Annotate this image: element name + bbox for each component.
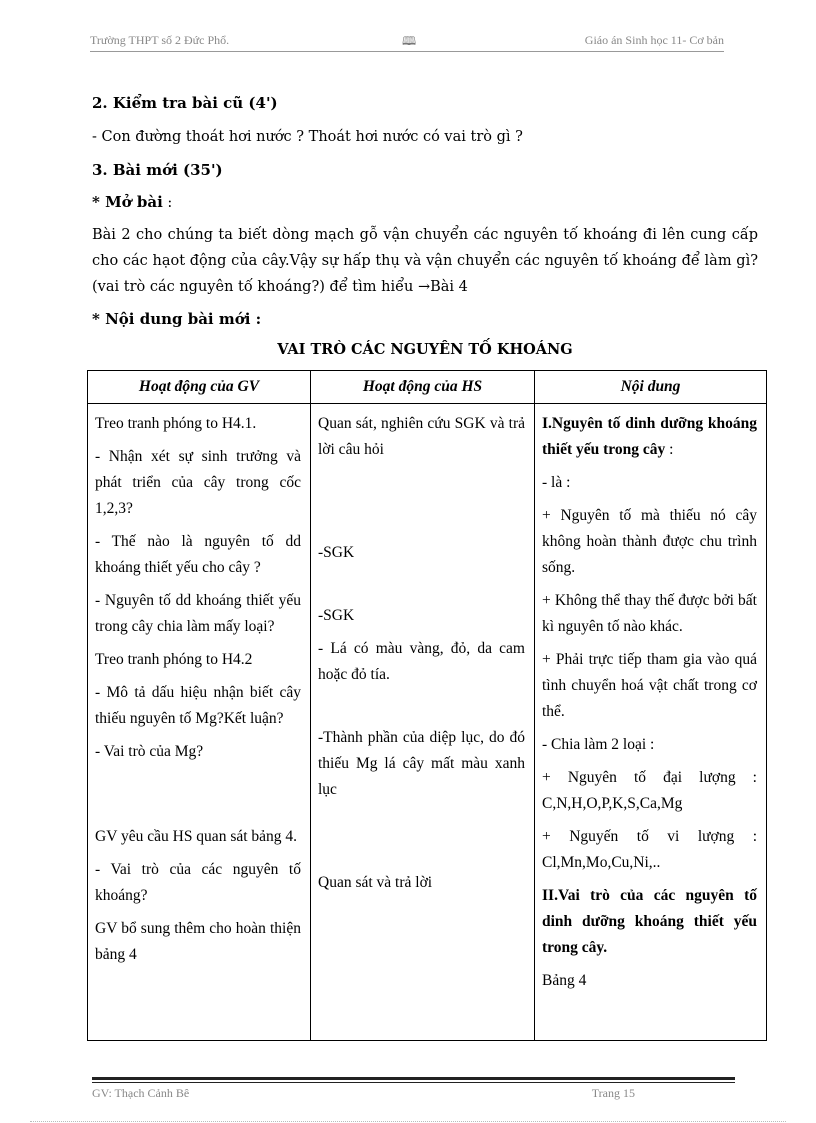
nd-item: - là : [542, 474, 571, 491]
gv-item: - Vai trò của Mg? [95, 743, 204, 760]
content-label: * Nội dung bài mới : [92, 310, 262, 328]
footer-rule-thin [92, 1082, 735, 1083]
footer-teacher: GV: Thạch Cảnh Bê [92, 1086, 190, 1100]
header-nd: Nội dung [535, 371, 767, 404]
table-title: VAI TRÒ CÁC NGUYÊN TỐ KHOÁNG [277, 341, 573, 358]
footer-rule-thick [92, 1077, 735, 1080]
gv-item: - Thế nào là nguyên tố dd khoáng thiết yếu cho cây ? [95, 533, 301, 576]
gv-item: GV bổ sung thêm cho hoàn thiện bảng 4 [95, 920, 301, 963]
nd-item: + Không thể thay thế được bởi bất kì nguyên tố nào khác. [542, 592, 757, 635]
gv-column [88, 404, 311, 1041]
page-bottom-divider [30, 1121, 786, 1122]
table-header-row [88, 371, 767, 404]
gv-item: - Mô tả dấu hiệu nhận biết cây thiếu nguyên tố Mg?Kết luận? [95, 684, 301, 727]
gv-item: Treo tranh phóng to H4.1. [95, 415, 257, 432]
page-header [90, 33, 724, 52]
hs-column [311, 404, 535, 1041]
table-row [88, 404, 767, 1041]
header-hs: Hoạt động của HS [311, 371, 535, 404]
section2-heading: 2. Kiểm tra bài cũ (4') [92, 94, 278, 112]
nd-heading-1: I.Nguyên tố dinh dưỡng khoáng thiết yếu trong cây : [542, 415, 757, 458]
gv-item: - Nguyên tố dd khoáng thiết yếu trong cây chia làm mấy loại? [95, 592, 301, 635]
nd-item: - Chia làm 2 loại : [542, 736, 655, 753]
nd-item: + Phải trực tiếp tham gia vào quá tình chuyển hoá vật chất trong cơ thể. [542, 651, 757, 720]
header-gv: Hoạt động của GV [88, 371, 311, 404]
section3-heading: 3. Bài mới (35') [92, 161, 223, 179]
gv-item: - Nhận xét sự sinh trưởng và phát triển của cây trong cốc 1,2,3? [95, 448, 301, 517]
hs-item: Quan sát, nghiên cứu SGK và trả lời câu hỏi [318, 415, 525, 458]
header-subject: Giáo án Sinh học 11- Cơ bản [584, 33, 724, 47]
hs-item: - Lá có màu vàng, đỏ, da cam hoặc đỏ tía. [318, 640, 525, 683]
hs-item: -Thành phần của diệp lục, do đó thiếu Mg lá cây mất màu xanh lục [318, 729, 525, 798]
hs-item: Quan sát và trả lời [318, 874, 433, 891]
header-school: Trường THPT số 2 Đức Phổ. [90, 33, 230, 47]
hs-item: -SGK [318, 607, 355, 624]
nd-item: + Nguyến tố vi lượng : Cl,Mn,Mo,Cu,Ni,.. [542, 828, 757, 871]
gv-item: Treo tranh phóng to H4.2 [95, 651, 253, 668]
lesson-table [87, 370, 767, 1041]
gv-item: GV yêu cầu HS quan sát bảng 4. [95, 828, 298, 845]
book-icon: 🕮 [402, 34, 417, 48]
section2-question: - Con đường thoát hơi nước ? Thoát hơi nước có vai trò gì ? [92, 129, 523, 145]
nd-column [535, 404, 767, 1041]
nd-item: + Nguyên tố mà thiếu nó cây không hoàn thành được chu trình sống. [542, 507, 757, 576]
nd-item: Bảng 4 [542, 972, 587, 989]
nd-heading-2: II.Vai trò của các nguyên tố dinh dưỡng khoáng thiết yếu trong cây. [542, 887, 757, 956]
hs-item: -SGK [318, 544, 355, 561]
nd-item: + Nguyên tố đại lượng : C,N,H,O,P,K,S,Ca,Mg [542, 769, 757, 812]
intro-text: Bài 2 cho chúng ta biết dòng mạch gỗ vận chuyển các nguyên tố khoáng đi lên cung cấp cho các hạot động của cây.Vậy sự hấp thụ và vận chuyển các nguyên tố khoáng để làm gì? (vai trò các nguyên tố khoáng?) để tìm hiểu →Bài 4 [92, 227, 758, 295]
intro-label: * Mở bài : [92, 193, 173, 211]
footer-page-number: Trang 15 [591, 1086, 635, 1100]
gv-item: - Vai trò của các nguyên tố khoáng? [95, 861, 301, 904]
